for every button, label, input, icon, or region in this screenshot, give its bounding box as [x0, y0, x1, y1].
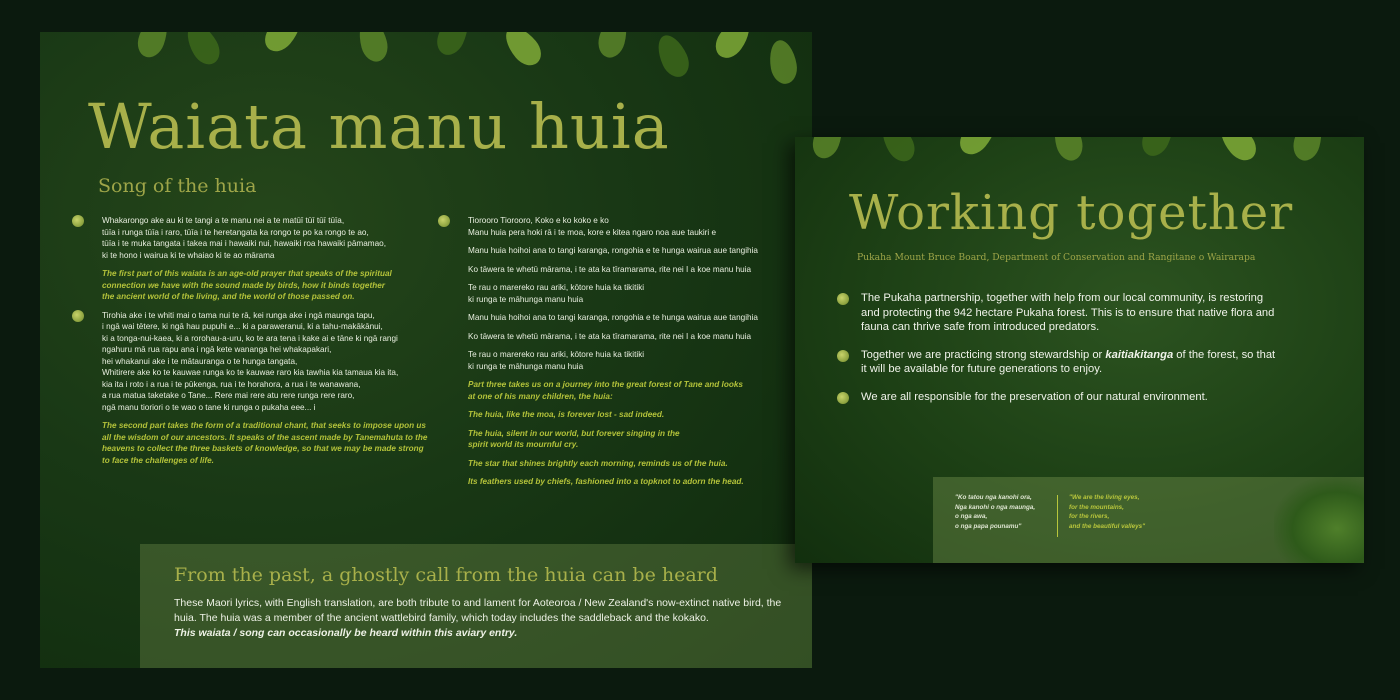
- lyrics-column-1: [102, 215, 442, 473]
- footer-paragraph: These Maori lyrics, with English translation, are both tribute to and lament for Aoteoroa / New Zealand's now-extinct native bird, the huia. The huia was a member of the ancient wattlebird family, which today includes the saddleback and the kokako.: [174, 597, 782, 624]
- quote-line: for the mountains,: [1069, 503, 1124, 511]
- lyric-stanza: [468, 331, 798, 343]
- quote-maori: [955, 493, 1035, 531]
- text-line: ngā manu tioriori o te wao o tane ki runga o pukaha eee... i: [102, 402, 316, 412]
- translation-note: [468, 409, 798, 421]
- text-line: Ko tāwera te whetū mārama, i te ata ka tīramarama, rite nei I a koe manu huia: [468, 331, 752, 341]
- bullet-text: The Pukaha partnership, together with help from our local community, is restoring and protecting the 942 hectare Pukaha forest. This is to ensure that native flora and fauna can thrive safe from introduced predators.: [861, 292, 1275, 333]
- intro-footer: [140, 544, 812, 668]
- lyric-stanza: [102, 215, 442, 261]
- text-line: Manu huia hoihoi ana to tangi karanga, rongohia e te hunga wairua aue tangihia: [468, 313, 758, 322]
- translation-note: [468, 476, 798, 488]
- lyrics-column-2: [468, 215, 798, 495]
- bullet-text: We are all responsible for the preservation of our natural environment.: [861, 390, 1208, 403]
- text-line: all the wisdom of our ancestors. It speaks of the ascent made by Tanemahuta to the: [102, 432, 428, 442]
- text-line: at one of his many children, the huia:: [468, 391, 613, 401]
- kaitiakitanga-term: kaitiakitanga: [1105, 348, 1174, 361]
- text-line: ki runga te māhunga manu huia: [468, 294, 584, 304]
- text-line: The huia, like the moa, is forever lost - sad indeed.: [468, 410, 665, 419]
- text-line: The first part of this waiata is an age-old prayer that speaks of the spiritual: [102, 269, 392, 278]
- bullet-dot-icon: [837, 350, 849, 362]
- text-line: spirit world its mournful cry.: [468, 440, 579, 449]
- text-line: Part three takes us on a journey into the great forest of Tane and looks: [468, 380, 743, 389]
- text-line: heavens to collect the three baskets of knowledge, so that we may be made strong: [102, 444, 424, 453]
- page-title: Waiata manu huia: [88, 90, 670, 163]
- bullet-dot-icon: [837, 293, 849, 305]
- bullet-partnership: [837, 291, 1277, 335]
- lyric-stanza: [468, 215, 798, 238]
- text-line: tūīa i runga tūīa i raro, tūīa i te heretangata ka rongo te po ka rongo te ao,: [102, 227, 369, 237]
- text-line: Tirohia ake i te whiti mai o tama nui te rā, kei runga ake i ngā maunga tapu,: [102, 310, 375, 320]
- quote-line: o nga papa pounamu": [955, 522, 1022, 530]
- bullet-text-end: of the forest, so that it will be available for future generations to enjoy.: [861, 348, 1276, 375]
- bullet-dot-icon: [72, 310, 84, 322]
- quote-line: Nga kanohi o nga maunga,: [955, 503, 1036, 511]
- translation-note: [468, 458, 798, 470]
- bullet-dot-icon: [837, 392, 849, 404]
- lyric-stanza: [102, 310, 442, 414]
- footer-heading: From the past, a ghostly call from the huia can be heard: [174, 564, 718, 586]
- text-line: a rua matua taketake o Tane... Rere mai rere atu rere runga rere raro,: [102, 391, 355, 400]
- text-line: The star that shines brightly each morning, reminds us of the huia.: [468, 458, 728, 468]
- quote-line: o nga awa,: [955, 513, 988, 520]
- panel-subtitle: Pukaha Mount Bruce Board, Department of Conservation and Rangitane o Wairarapa: [857, 252, 1256, 263]
- lyric-stanza: [468, 245, 798, 257]
- quote-english: [1069, 493, 1145, 531]
- text-line: Manu huia hoihoi ana to tangi karanga, rongohia e te hunga wairua aue tangihia: [468, 246, 758, 255]
- quote-line: "Ko tatou nga kanohi ora,: [955, 494, 1032, 501]
- text-line: kia ita i roto i a rua i te pūkenga, rua i te horahora, a rua i te wanawana,: [102, 379, 361, 389]
- page-subtitle: Song of the huia: [98, 175, 257, 197]
- bullet-stewardship: [837, 348, 1277, 377]
- lyric-stanza: [468, 264, 798, 276]
- translation-note: [102, 268, 442, 303]
- partnership-bullets: [837, 291, 1277, 417]
- text-line: Tiorooro Tiorooro, Koko e ko koko e ko: [468, 216, 609, 225]
- lyric-stanza: [468, 282, 798, 305]
- text-line: Its feathers used by chiefs, fashioned into a topknot to adorn the head.: [468, 477, 744, 486]
- quote-line: for the rivers,: [1069, 513, 1110, 520]
- text-line: the ancient world of the living, and the world of those passed on.: [102, 292, 355, 301]
- text-line: ki runga te māhunga manu huia: [468, 361, 584, 371]
- text-line: ki te hono i wairua ki te whaiao ki te ao mārama: [102, 250, 275, 260]
- fern-image: [1274, 477, 1364, 563]
- text-line: hei whakanui ake i te mātauranga o te hunga tangata,: [102, 356, 298, 366]
- text-line: to face the challenges of life.: [102, 455, 214, 465]
- quote-box: [933, 477, 1364, 563]
- translation-note: [468, 428, 798, 451]
- quote-line: and the beautiful valleys": [1069, 522, 1146, 530]
- waiata-panel: [40, 32, 812, 668]
- working-together-panel: [795, 137, 1364, 563]
- lyric-stanza: [468, 349, 798, 372]
- quote-divider: [1057, 495, 1058, 537]
- footer-italic-note: This waiata / song can occasionally be heard within this aviary entry.: [174, 627, 518, 639]
- translation-note: [468, 379, 798, 402]
- text-line: ki a tonga-nui-kaea, ki a rorohau-a-uru, ko te ara tena i kake ai e tāne ki ngā rangi: [102, 333, 398, 343]
- panel-title: Working together: [849, 185, 1294, 241]
- text-line: The second part takes the form of a traditional chant, that seeks to impose upon us: [102, 421, 426, 430]
- text-line: ngahuru mā rua rapu ana i ngā kete wananga hei whakapakari,: [102, 345, 332, 354]
- bullet-dot-icon: [438, 215, 450, 227]
- text-line: Manu huia pera hoki rā i te moa, kore e kitea ngaro noa aue taukiri e: [468, 227, 717, 237]
- text-line: Te rau o marereko rau ariki, kōtore huia ka tikitiki: [468, 283, 645, 292]
- text-line: tūīa i te muka tangata i takea mai i hawaiki nui, hawaiki roa hawaiki pāmamao,: [102, 239, 386, 248]
- text-line: Ko tāwera te whetū mārama, i te ata ka tīramarama, rite nei I a koe manu huia: [468, 264, 752, 274]
- quote-line: "We are the living eyes,: [1069, 494, 1140, 501]
- text-line: Te rau o marereko rau ariki, kōtore huia ka tikitiki: [468, 350, 645, 359]
- text-line: i ngā wai tētere, ki ngā hau pupuhi e... ki a paraweranui, ki a tahu-makākānui,: [102, 322, 383, 331]
- text-line: The huia, silent in our world, but forever singing in the: [468, 428, 680, 438]
- translation-note: [102, 420, 442, 466]
- lyric-stanza: [468, 312, 798, 324]
- bullet-dot-icon: [72, 215, 84, 227]
- footer-body: [174, 596, 804, 641]
- bullet-text-start: Together we are practicing strong stewardship or: [861, 348, 1106, 361]
- text-line: Whakarongo ake au ki te tangi a te manu nei a te matūī tūī tūī tūīa,: [102, 216, 345, 225]
- text-line: connection we have with the sound made by birds, how it binds together: [102, 280, 385, 290]
- bullet-responsibility: [837, 390, 1277, 405]
- text-line: Whitirere ake ko te kauwae runga ko te kauwae raro kia tawhia kia tamaua kia ita,: [102, 368, 399, 377]
